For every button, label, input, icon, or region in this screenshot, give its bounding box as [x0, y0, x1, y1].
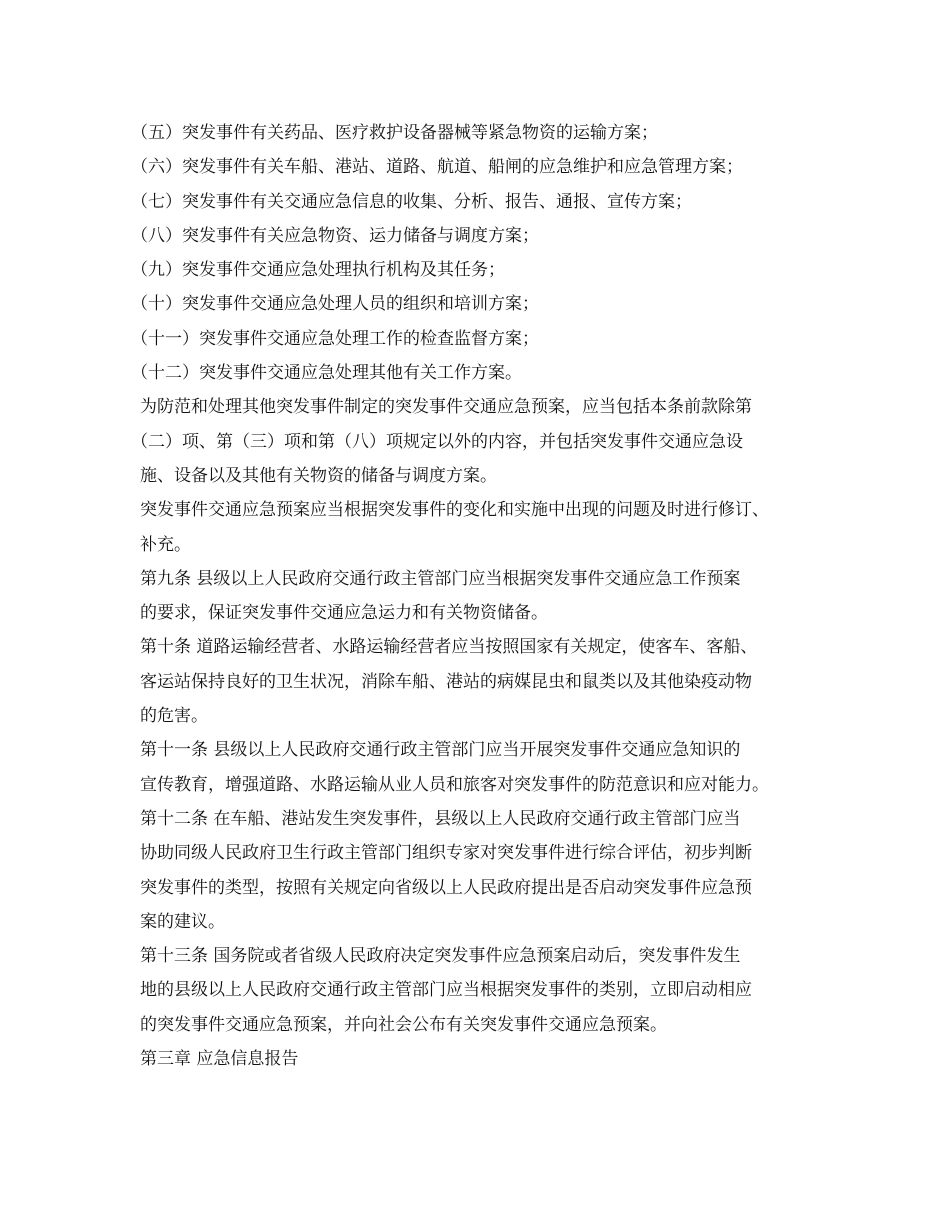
chapter-heading: 第三章 应急信息报告 [140, 1049, 299, 1070]
article-9-line: 的要求，保证突发事件交通应急运力和有关物资储备。 [140, 603, 548, 624]
paragraph-line: 施、设备以及其他有关物资的储备与调度方案。 [140, 465, 497, 486]
document-body [131, 116, 826, 1076]
list-item: （十二）突发事件交通应急处理其他有关工作方案。 [131, 363, 522, 384]
article-9-line: 第九条 县级以上人民政府交通行政主管部门应当根据突发事件交通应急工作预案 [140, 568, 741, 589]
list-item: （五）突发事件有关药品、医疗救护设备器械等紧急物资的运输方案； [131, 123, 658, 143]
article-12-line: 突发事件的类型，按照有关规定向省级以上人民政府提出是否启动突发事件应急预 [140, 877, 752, 898]
article-12-line: 协助同级人民政府卫生行政主管部门组织专家对突发事件进行综合评估，初步判断 [140, 843, 752, 864]
list-item: （八）突发事件有关应急物资、运力储备与调度方案； [131, 225, 539, 246]
article-13-line: 地的县级以上人民政府交通行政主管部门应当根据突发事件的类别，立即启动相应 [140, 980, 752, 1001]
paragraph-line: （二）项、第（三）项和第（八）项规定以外的内容，并包括突发事件交通应急设 [131, 431, 743, 452]
paragraph-line: 为防范和处理其他突发事件制定的突发事件交通应急预案，应当包括本条前款除第 [140, 397, 752, 418]
paragraph-line: 突发事件交通应急预案应当根据突发事件的变化和实施中出现的问题及时进行修订、 [140, 500, 769, 521]
list-item: （七）突发事件有关交通应急信息的收集、分析、报告、通报、宣传方案； [131, 191, 692, 212]
article-13-line: 的突发事件交通应急预案，并向社会公布有关突发事件交通应急预案。 [140, 1014, 667, 1035]
list-item: （六）突发事件有关车船、港站、道路、航道、船闸的应急维护和应急管理方案； [131, 157, 743, 178]
list-item: （九）突发事件交通应急处理执行机构及其任务； [131, 260, 505, 281]
list-item: （十）突发事件交通应急处理人员的组织和培训方案； [131, 294, 539, 315]
article-12-line: 案的建议。 [140, 911, 225, 932]
article-10-line: 第十条 道路运输经营者、水路运输经营者应当按照国家有关规定，使客车、客船、 [140, 637, 758, 658]
article-10-line: 的危害。 [140, 706, 208, 727]
article-10-line: 客运站保持良好的卫生状况，消除车船、港站的病媒昆虫和鼠类以及其他染疫动物 [140, 671, 752, 692]
article-11-line: 第十一条 县级以上人民政府交通行政主管部门应当开展突发事件交通应急知识的 [140, 740, 741, 761]
article-13-line: 第十三条 国务院或者省级人民政府决定突发事件应急预案启动后，突发事件发生 [140, 946, 741, 967]
article-12-line: 第十二条 在车船、港站发生突发事件，县级以上人民政府交通行政主管部门应当 [140, 808, 741, 829]
list-item: （十一）突发事件交通应急处理工作的检查监督方案； [131, 328, 539, 349]
paragraph-line: 补充。 [140, 534, 191, 555]
article-11-line: 宣传教育，增强道路、水路运输从业人员和旅客对突发事件的防范意识和应对能力。 [140, 774, 769, 795]
